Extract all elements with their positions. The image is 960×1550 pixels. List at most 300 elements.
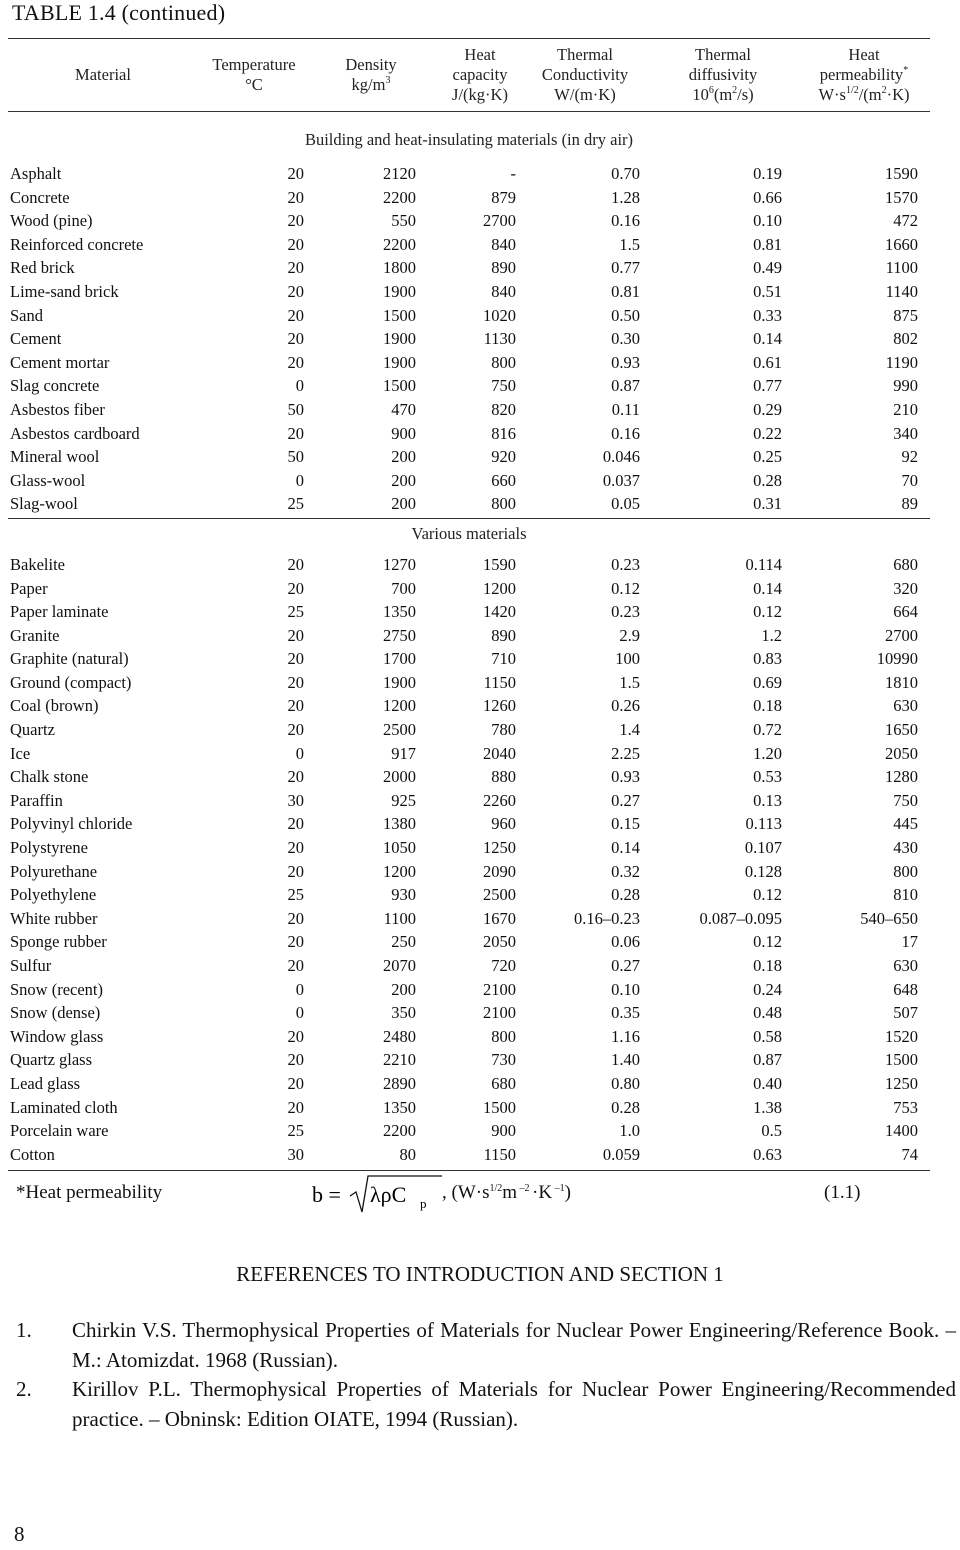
diffusivity-cell: 0.83 (753, 649, 782, 669)
conductivity-cell: 0.35 (611, 1003, 640, 1023)
table-row (8, 1096, 930, 1120)
conductivity-cell: 0.27 (611, 790, 640, 810)
material-cell: Lead glass (10, 1073, 81, 1093)
density-cell: 2500 (383, 720, 416, 740)
heat-capacity-cell: 840 (491, 234, 516, 254)
permeability-cell: 990 (893, 376, 918, 396)
diffusivity-cell: 0.29 (753, 399, 782, 419)
header-density-line2: $kg/m^3$ (351, 75, 391, 94)
density-cell: 1900 (383, 672, 416, 692)
temperature-cell: 20 (287, 720, 304, 740)
material-cell: Ground (compact) (10, 672, 132, 692)
permeability-cell: 2050 (885, 743, 918, 763)
header-conductivity-line2: Conductivity (541, 65, 629, 84)
heat-capacity-cell: 920 (491, 447, 516, 467)
conductivity-cell: 0.16 (611, 423, 640, 443)
density-cell: 1050 (383, 838, 416, 858)
table-row (8, 304, 930, 328)
material-cell: Asphalt (10, 164, 62, 183)
permeability-cell: 810 (893, 885, 918, 905)
density-cell: 917 (391, 743, 416, 763)
header-material (38, 39, 168, 111)
permeability-cell: 875 (893, 305, 918, 325)
density-cell: 700 (391, 578, 416, 598)
conductivity-cell: 0.23 (611, 554, 640, 574)
material-cell: Cement mortar (10, 352, 110, 372)
material-cell: Concrete (10, 187, 70, 207)
conductivity-cell: 0.15 (611, 814, 640, 834)
density-cell: 200 (391, 470, 416, 490)
heat-capacity-cell: 900 (491, 1121, 516, 1141)
temperature-cell: 20 (287, 329, 304, 349)
conductivity-cell: 0.87 (611, 376, 640, 396)
table-row (8, 718, 930, 742)
material-cell: Slag concrete (10, 376, 100, 396)
permeability-cell: 1190 (885, 352, 918, 372)
heat-capacity-cell: 1590 (483, 554, 516, 574)
temperature-cell: 20 (287, 164, 304, 183)
temperature-cell: 20 (287, 234, 304, 254)
permeability-cell: 1650 (885, 720, 918, 740)
temperature-cell: 0 (295, 470, 304, 490)
table-row (8, 492, 930, 516)
conductivity-cell: 0.12 (611, 578, 640, 598)
permeability-cell: 89 (901, 494, 918, 514)
diffusivity-cell: 0.12 (753, 602, 782, 622)
density-cell: 2480 (383, 1026, 416, 1046)
conductivity-cell: 0.30 (611, 329, 640, 349)
heat-capacity-cell: 1250 (483, 838, 516, 858)
table-row (8, 600, 930, 624)
header-material-label: Material (75, 65, 131, 84)
density-cell: 250 (391, 932, 416, 952)
conductivity-cell: 0.06 (611, 932, 640, 952)
material-cell: Quartz glass (10, 1050, 93, 1070)
material-cell: Quartz (10, 720, 55, 740)
table-row (8, 671, 930, 695)
table-row (8, 978, 930, 1002)
temperature-cell: 20 (287, 1097, 304, 1117)
properties-table (8, 38, 930, 1171)
conductivity-cell: 1.16 (611, 1026, 640, 1046)
heat-capacity-cell: 680 (491, 1073, 516, 1093)
density-cell: 1900 (383, 281, 416, 301)
permeability-cell: 680 (893, 554, 918, 574)
heat-capacity-cell: 879 (491, 187, 516, 207)
heat-capacity-cell: 2090 (483, 861, 516, 881)
reference-text: Chirkin V.S. Thermophysical Properties of Materials for Nuclear Power Engineering/Reference Book. – M.: Atomizdat. 1968 (Russian). (72, 1318, 956, 1372)
material-cell: Snow (dense) (10, 1003, 101, 1023)
table-row (8, 954, 930, 978)
header-density-line1: Density (345, 55, 397, 74)
density-cell: 2200 (383, 234, 416, 254)
table-row (8, 351, 930, 375)
material-cell: Wood (pine) (10, 211, 93, 231)
table-row (8, 1119, 930, 1143)
conductivity-cell: 0.77 (611, 258, 640, 278)
table-row (8, 694, 930, 718)
heat-capacity-cell: 800 (491, 494, 516, 514)
conductivity-cell: 1.5 (619, 234, 640, 254)
table-row (8, 742, 930, 766)
heat-capacity-cell: - (510, 164, 516, 183)
conductivity-cell: 0.93 (611, 352, 640, 372)
material-cell: Graphite (natural) (10, 649, 129, 669)
diffusivity-cell: 0.128 (744, 861, 782, 881)
density-cell: 2200 (383, 187, 416, 207)
density-cell: 1700 (383, 649, 416, 669)
table-row (8, 930, 930, 954)
table-caption: TABLE 1.4 (continued) (12, 0, 226, 25)
heat-capacity-cell: 2100 (483, 979, 516, 999)
table-row (8, 422, 930, 446)
section-title: Building and heat-insulating materials (in dry air) (304, 130, 634, 149)
density-cell: 1380 (383, 814, 416, 834)
material-cell: Mineral wool (10, 447, 100, 467)
temperature-cell: 20 (287, 578, 304, 598)
reference-item (16, 1315, 956, 1375)
material-cell: Reinforced concrete (10, 234, 144, 254)
conductivity-cell: 1.28 (611, 187, 640, 207)
density-cell: 1100 (383, 908, 416, 928)
density-cell: 900 (391, 423, 416, 443)
section-building-materials (8, 112, 930, 516)
table-row (8, 789, 930, 813)
header-temperature (194, 39, 314, 111)
diffusivity-cell: 1.20 (753, 743, 782, 763)
density-cell: 930 (391, 885, 416, 905)
conductivity-cell: 0.046 (602, 447, 640, 467)
material-cell: Polyurethane (10, 861, 98, 881)
header-permeability (798, 39, 930, 111)
permeability-cell: 70 (901, 470, 918, 490)
temperature-cell: 25 (287, 885, 304, 905)
temperature-cell: 20 (287, 187, 304, 207)
heat-capacity-cell: 840 (491, 281, 516, 301)
heat-capacity-cell: 1020 (483, 305, 516, 325)
diffusivity-cell: 0.81 (753, 234, 782, 254)
density-cell: 200 (391, 979, 416, 999)
header-diffusivity-line3: $10^6(m^2/s)$ (692, 85, 754, 104)
header-diffusivity-line2: diffusivity (688, 65, 758, 84)
material-cell: White rubber (10, 908, 98, 928)
permeability-cell: 430 (893, 838, 918, 858)
permeability-cell: 540–650 (860, 908, 918, 928)
header-heat-capacity-line1: Heat (464, 45, 496, 64)
material-cell: Chalk stone (10, 767, 89, 787)
conductivity-cell: 0.50 (611, 305, 640, 325)
density-cell: 2750 (383, 625, 416, 645)
conductivity-cell: 0.28 (611, 1097, 640, 1117)
table-row (8, 327, 930, 351)
permeability-cell: 664 (893, 602, 918, 622)
permeability-cell: 17 (901, 932, 918, 952)
temperature-cell: 20 (287, 352, 304, 372)
diffusivity-cell: 0.114 (745, 554, 782, 574)
permeability-cell: 630 (893, 696, 918, 716)
heat-capacity-cell: 2100 (483, 1003, 516, 1023)
footnote (16, 1172, 916, 1216)
footnote-label: *Heat permeability (16, 1182, 163, 1203)
diffusivity-cell: 0.77 (753, 376, 782, 396)
table-row (8, 624, 930, 648)
heat-capacity-cell: 2050 (483, 932, 516, 952)
reference-number: 2. (16, 1377, 32, 1401)
header-permeability-line2: permeability* (819, 65, 909, 84)
permeability-cell: 1250 (885, 1073, 918, 1093)
temperature-cell: 30 (287, 1144, 304, 1164)
header-permeability-line1: Heat (848, 45, 880, 64)
permeability-cell: 10990 (876, 649, 918, 669)
conductivity-cell: 0.81 (611, 281, 640, 301)
density-cell: 2000 (383, 767, 416, 787)
material-cell: Paper laminate (10, 602, 109, 622)
permeability-cell: 92 (901, 447, 918, 467)
diffusivity-cell: 0.14 (753, 578, 782, 598)
conductivity-cell: 0.26 (611, 696, 640, 716)
material-cell: Sand (10, 305, 43, 325)
diffusivity-cell: 0.113 (745, 814, 782, 834)
heat-capacity-cell: 880 (491, 767, 516, 787)
temperature-cell: 20 (287, 861, 304, 881)
diffusivity-cell: 0.33 (753, 305, 782, 325)
conductivity-cell: 0.70 (611, 164, 640, 183)
heat-capacity-cell: 816 (491, 423, 516, 443)
header-density (326, 39, 416, 111)
temperature-cell: 20 (287, 211, 304, 231)
density-cell: 1350 (383, 1097, 416, 1117)
table-row (8, 209, 930, 233)
table-row (8, 836, 930, 860)
material-cell: Glass-wool (10, 470, 86, 490)
conductivity-cell: 0.14 (611, 838, 640, 858)
reference-number: 1. (16, 1318, 32, 1342)
heat-capacity-cell: 800 (491, 1026, 516, 1046)
material-cell: Red brick (10, 258, 75, 278)
temperature-cell: 20 (287, 1050, 304, 1070)
temperature-cell: 25 (287, 494, 304, 514)
material-cell: Sulfur (10, 956, 52, 975)
conductivity-cell: 100 (615, 649, 640, 669)
equation-number: (1.1) (824, 1182, 861, 1203)
heat-capacity-cell: 660 (491, 470, 516, 490)
conductivity-cell: 1.0 (619, 1121, 640, 1141)
permeability-cell: 507 (893, 1003, 918, 1023)
temperature-cell: 0 (295, 1003, 304, 1023)
temperature-cell: 20 (287, 932, 304, 952)
density-cell: 470 (391, 399, 416, 419)
temperature-cell: 20 (287, 908, 304, 928)
temperature-cell: 20 (287, 672, 304, 692)
header-permeability-line3: $W\cdot s^{1/2}/(m^2\cdot K)$ (818, 85, 910, 104)
table-row (8, 1025, 930, 1049)
diffusivity-cell: 0.66 (753, 187, 782, 207)
diffusivity-cell: 0.58 (753, 1026, 782, 1046)
density-cell: 1350 (383, 602, 416, 622)
references-title: REFERENCES TO INTRODUCTION AND SECTION 1 (236, 1262, 724, 1286)
conductivity-cell: 0.27 (611, 956, 640, 975)
diffusivity-cell: 0.5 (761, 1121, 782, 1141)
header-temperature-line1: Temperature (212, 55, 296, 74)
material-cell: Polystyrene (10, 838, 88, 858)
material-cell: Coal (brown) (10, 696, 99, 716)
density-cell: 2200 (383, 1121, 416, 1141)
header-heat-capacity-line2: capacity (452, 65, 508, 84)
diffusivity-cell: 0.18 (753, 956, 782, 975)
material-cell: Polyvinyl chloride (10, 814, 133, 834)
header-temperature-line2: °C (245, 75, 263, 94)
formula-subscript: p (420, 1196, 427, 1211)
heat-capacity-cell: 1420 (483, 602, 516, 622)
temperature-cell: 20 (287, 281, 304, 301)
table-row (8, 1001, 930, 1025)
table-row (8, 469, 930, 493)
heat-capacity-cell: 1670 (483, 908, 516, 928)
material-cell: Window glass (10, 1026, 104, 1046)
temperature-cell: 30 (287, 790, 304, 810)
diffusivity-cell: 0.48 (753, 1003, 782, 1023)
diffusivity-cell: 0.22 (753, 423, 782, 443)
density-cell: 2070 (383, 956, 416, 975)
permeability-cell: 2700 (885, 625, 918, 645)
reference-text: Kirillov P.L. Thermophysical Properties of Materials for Nuclear Power Engineering/Recommended practice. – Obninsk: Edition OIATE, 1994 (Russian). (72, 1377, 956, 1431)
diffusivity-cell: 0.69 (753, 672, 782, 692)
density-cell: 550 (391, 211, 416, 231)
permeability-cell: 1520 (885, 1026, 918, 1046)
heat-capacity-cell: 820 (491, 399, 516, 419)
temperature-cell: 20 (287, 696, 304, 716)
permeability-cell: 320 (893, 578, 918, 598)
table-row (8, 256, 930, 280)
diffusivity-cell: 0.53 (753, 767, 782, 787)
temperature-cell: 0 (295, 376, 304, 396)
density-cell: 2120 (383, 164, 416, 183)
material-cell: Asbestos fiber (10, 399, 105, 419)
permeability-cell: 750 (893, 790, 918, 810)
diffusivity-cell: 0.24 (753, 979, 782, 999)
heat-capacity-cell: 2700 (483, 211, 516, 231)
table-row (8, 553, 930, 577)
density-cell: 80 (399, 1144, 416, 1164)
temperature-cell: 20 (287, 423, 304, 443)
permeability-cell: 1400 (885, 1121, 918, 1141)
permeability-cell: 800 (893, 861, 918, 881)
temperature-cell: 25 (287, 1121, 304, 1141)
header-conductivity (528, 39, 642, 111)
conductivity-cell: 0.16 (611, 211, 640, 231)
permeability-cell: 445 (893, 814, 918, 834)
material-cell: Lime-sand brick (10, 281, 119, 301)
permeability-cell: 753 (893, 1097, 918, 1117)
diffusivity-cell: 0.51 (753, 281, 782, 301)
section-various-materials (8, 519, 930, 1166)
heat-capacity-cell: 2260 (483, 790, 516, 810)
permeability-cell: 1500 (885, 1050, 918, 1070)
permeability-cell: 1570 (885, 187, 918, 207)
header-conductivity-line1: Thermal (557, 45, 613, 64)
permeability-cell: 1590 (885, 164, 918, 183)
conductivity-cell: 2.9 (619, 625, 640, 645)
permeability-cell: 1280 (885, 767, 918, 787)
table-row (8, 907, 930, 931)
material-cell: Paraffin (10, 790, 63, 810)
temperature-cell: 20 (287, 814, 304, 834)
temperature-cell: 20 (287, 649, 304, 669)
diffusivity-cell: 0.72 (753, 720, 782, 740)
table-row (8, 812, 930, 836)
temperature-cell: 25 (287, 602, 304, 622)
temperature-cell: 0 (295, 979, 304, 999)
heat-capacity-cell: 2500 (483, 885, 516, 905)
reference-item (16, 1374, 956, 1434)
density-cell: 925 (391, 790, 416, 810)
heat-capacity-cell: 750 (491, 376, 516, 396)
temperature-cell: 50 (287, 447, 304, 467)
diffusivity-cell: 0.49 (753, 258, 782, 278)
header-heat-capacity-line3: J/(kg·K) (452, 85, 508, 104)
table-row (8, 1048, 930, 1072)
header-diffusivity-line1: Thermal (695, 45, 751, 64)
header-heat-capacity (432, 39, 528, 111)
section-rows (8, 162, 930, 516)
diffusivity-cell: 0.40 (753, 1073, 782, 1093)
conductivity-cell: 2.25 (611, 743, 640, 763)
table-row (8, 445, 930, 469)
page-number: 8 (14, 1522, 25, 1546)
conductivity-cell: 0.23 (611, 602, 640, 622)
table-row (8, 883, 930, 907)
temperature-cell: 20 (287, 258, 304, 278)
diffusivity-cell: 1.2 (761, 625, 782, 645)
temperature-cell: 20 (287, 554, 304, 574)
table-row (8, 860, 930, 884)
table-row (8, 162, 930, 186)
diffusivity-cell: 0.31 (753, 494, 782, 514)
diffusivity-cell: 0.18 (753, 696, 782, 716)
permeability-cell: 1660 (885, 234, 918, 254)
section-title: Various materials (411, 523, 527, 543)
permeability-cell: 1810 (885, 672, 918, 692)
diffusivity-cell: 0.12 (753, 932, 782, 952)
diffusivity-cell: 0.12 (753, 885, 782, 905)
table-row (8, 647, 930, 671)
density-cell: 200 (391, 494, 416, 514)
formula-lhs: b = (312, 1182, 341, 1207)
table-row (8, 186, 930, 210)
material-cell: Laminated cloth (10, 1097, 118, 1117)
heat-capacity-cell: 780 (491, 720, 516, 740)
heat-capacity-cell: 1260 (483, 696, 516, 716)
density-cell: 1200 (383, 861, 416, 881)
diffusivity-cell: 0.61 (753, 352, 782, 372)
heat-capacity-cell: 1500 (483, 1097, 516, 1117)
table-row (8, 233, 930, 257)
heat-capacity-cell: 2040 (483, 743, 516, 763)
density-cell: 2210 (383, 1050, 416, 1070)
material-cell: Polyethylene (10, 885, 97, 905)
material-cell: Cotton (10, 1144, 55, 1164)
table-row (8, 398, 930, 422)
permeability-cell: 472 (893, 211, 918, 231)
conductivity-cell: 0.11 (611, 399, 640, 419)
heat-capacity-cell: 730 (491, 1050, 516, 1070)
permeability-cell: 630 (893, 956, 918, 975)
section-rows (8, 553, 930, 1166)
temperature-cell: 20 (287, 1026, 304, 1046)
permeability-cell: 210 (893, 399, 918, 419)
density-cell: 1500 (383, 376, 416, 396)
density-cell: 2890 (383, 1073, 416, 1093)
